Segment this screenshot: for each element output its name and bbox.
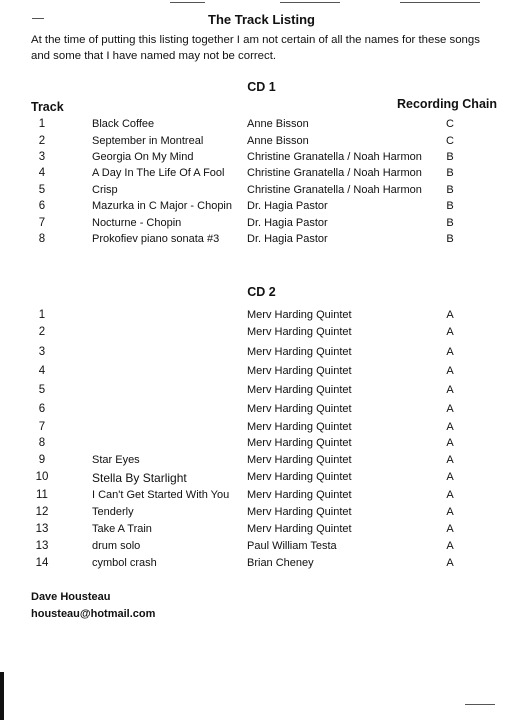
- artist-name: Merv Harding Quintet: [247, 454, 352, 466]
- song-title: September in Montreal: [92, 135, 204, 147]
- song-title: Crisp: [92, 184, 118, 196]
- recording-chain: A: [446, 309, 454, 321]
- table-row: [0, 151, 523, 168]
- recording-chain: A: [446, 540, 454, 552]
- table-row: [0, 437, 523, 454]
- recording-chain: A: [446, 557, 454, 569]
- recording-chain: A: [446, 471, 454, 483]
- recording-chain: A: [446, 365, 454, 377]
- track-number: 6: [38, 403, 46, 415]
- table-row: [0, 365, 523, 382]
- song-title: Black Coffee: [92, 118, 155, 130]
- recording-chain: B: [446, 184, 454, 196]
- artist-name: Christine Granatella / Noah Harmon: [247, 151, 422, 163]
- track-number: 9: [38, 454, 46, 466]
- contact-email: housteau@hotmail.com: [31, 608, 156, 620]
- recording-chain: B: [446, 151, 454, 163]
- artist-name: Dr. Hagia Pastor: [247, 200, 328, 212]
- table-row: [0, 540, 523, 557]
- table-row: [0, 118, 523, 135]
- scan-mark: [465, 704, 495, 705]
- song-title: Star Eyes: [92, 454, 140, 466]
- recording-chain: A: [446, 489, 454, 501]
- page-title: The Track Listing: [208, 12, 315, 27]
- artist-name: Merv Harding Quintet: [247, 523, 352, 535]
- track-number: 4: [38, 365, 46, 377]
- track-number: 10: [35, 471, 49, 483]
- song-title: Nocturne - Chopin: [92, 217, 182, 229]
- recording-chain-column-header: Recording Chain: [397, 97, 498, 111]
- intro-paragraph: At the time of putting this listing together I am not certain of all the names for these songs and some that I have named may not be correct.: [31, 34, 480, 62]
- recording-chain: A: [446, 384, 454, 396]
- table-row: [0, 135, 523, 152]
- track-number: 4: [38, 167, 46, 179]
- track-number: 14: [35, 557, 49, 569]
- recording-chain: A: [446, 346, 454, 358]
- table-row: [0, 167, 523, 184]
- song-title: Stella By Starlight: [92, 471, 187, 485]
- artist-name: Anne Bisson: [247, 118, 309, 130]
- song-title: drum solo: [92, 540, 141, 552]
- recording-chain: C: [446, 135, 454, 147]
- track-number: 2: [38, 326, 46, 338]
- recording-chain: C: [446, 118, 454, 130]
- artist-name: Christine Granatella / Noah Harmon: [247, 167, 422, 179]
- recording-chain: B: [446, 217, 454, 229]
- song-title: Prokofiev piano sonata #3: [92, 233, 220, 245]
- scan-edge-bar: [0, 672, 4, 720]
- artist-name: Dr. Hagia Pastor: [247, 217, 328, 229]
- track-number: 8: [38, 437, 46, 449]
- recording-chain: A: [446, 326, 454, 338]
- recording-chain: A: [446, 523, 454, 535]
- track-number: 1: [38, 309, 46, 321]
- table-row: [0, 403, 523, 420]
- artist-name: Dr. Hagia Pastor: [247, 233, 328, 245]
- song-title: I Can't Get Started With You: [92, 489, 230, 501]
- track-column-header: Track: [31, 100, 64, 114]
- table-row: [0, 326, 523, 343]
- table-row: [0, 523, 523, 540]
- table-row: [0, 506, 523, 523]
- track-number: 13: [35, 523, 49, 535]
- artist-name: Merv Harding Quintet: [247, 421, 352, 433]
- scan-mark: [400, 2, 480, 3]
- song-title: Tenderly: [92, 506, 134, 518]
- recording-chain: B: [446, 233, 454, 245]
- artist-name: Anne Bisson: [247, 135, 309, 147]
- song-title: Georgia On My Mind: [92, 151, 194, 163]
- cd1-heading: CD 1: [247, 80, 276, 94]
- table-row: [0, 454, 523, 471]
- track-number: 8: [38, 233, 46, 245]
- track-number: 13: [35, 540, 49, 552]
- table-row: [0, 471, 523, 488]
- table-row: [0, 217, 523, 234]
- artist-name: Merv Harding Quintet: [247, 506, 352, 518]
- track-number: 7: [38, 421, 46, 433]
- song-title: A Day In The Life Of A Fool: [92, 167, 225, 179]
- table-row: [0, 489, 523, 506]
- recording-chain: B: [446, 167, 454, 179]
- track-number: 5: [38, 184, 46, 196]
- artist-name: Merv Harding Quintet: [247, 309, 352, 321]
- track-number: 7: [38, 217, 46, 229]
- table-row: [0, 184, 523, 201]
- track-number: 3: [38, 346, 46, 358]
- table-row: [0, 233, 523, 250]
- recording-chain: A: [446, 403, 454, 415]
- track-number: 11: [36, 489, 48, 501]
- artist-name: Merv Harding Quintet: [247, 326, 352, 338]
- artist-name: Christine Granatella / Noah Harmon: [247, 184, 422, 196]
- recording-chain: A: [446, 421, 454, 433]
- artist-name: Merv Harding Quintet: [247, 437, 352, 449]
- track-number: 5: [38, 384, 46, 396]
- track-number: 1: [38, 118, 46, 130]
- song-title: Take A Train: [92, 523, 152, 535]
- scan-mark: [170, 2, 205, 3]
- track-number: 2: [38, 135, 46, 147]
- contact-name: Dave Housteau: [31, 591, 111, 603]
- track-number: 12: [35, 506, 49, 518]
- song-title: cymbol crash: [92, 557, 157, 569]
- song-title: Mazurka in C Major - Chopin: [92, 200, 232, 212]
- recording-chain: A: [446, 506, 454, 518]
- artist-name: Merv Harding Quintet: [247, 471, 352, 483]
- table-row: [0, 200, 523, 217]
- table-row: [0, 384, 523, 401]
- track-number: 6: [38, 200, 46, 212]
- track-number: 3: [38, 151, 46, 163]
- table-row: [0, 557, 523, 574]
- recording-chain: A: [446, 437, 454, 449]
- table-row: [0, 421, 523, 438]
- artist-name: Brian Cheney: [247, 557, 314, 569]
- recording-chain: B: [446, 200, 454, 212]
- table-row: [0, 309, 523, 326]
- artist-name: Merv Harding Quintet: [247, 365, 352, 377]
- artist-name: Merv Harding Quintet: [247, 403, 352, 415]
- artist-name: Merv Harding Quintet: [247, 346, 352, 358]
- artist-name: Merv Harding Quintet: [247, 489, 352, 501]
- recording-chain: A: [446, 454, 454, 466]
- artist-name: Paul William Testa: [247, 540, 337, 552]
- table-row: [0, 346, 523, 363]
- scan-mark: [280, 2, 340, 3]
- artist-name: Merv Harding Quintet: [247, 384, 352, 396]
- cd2-heading: CD 2: [247, 285, 276, 299]
